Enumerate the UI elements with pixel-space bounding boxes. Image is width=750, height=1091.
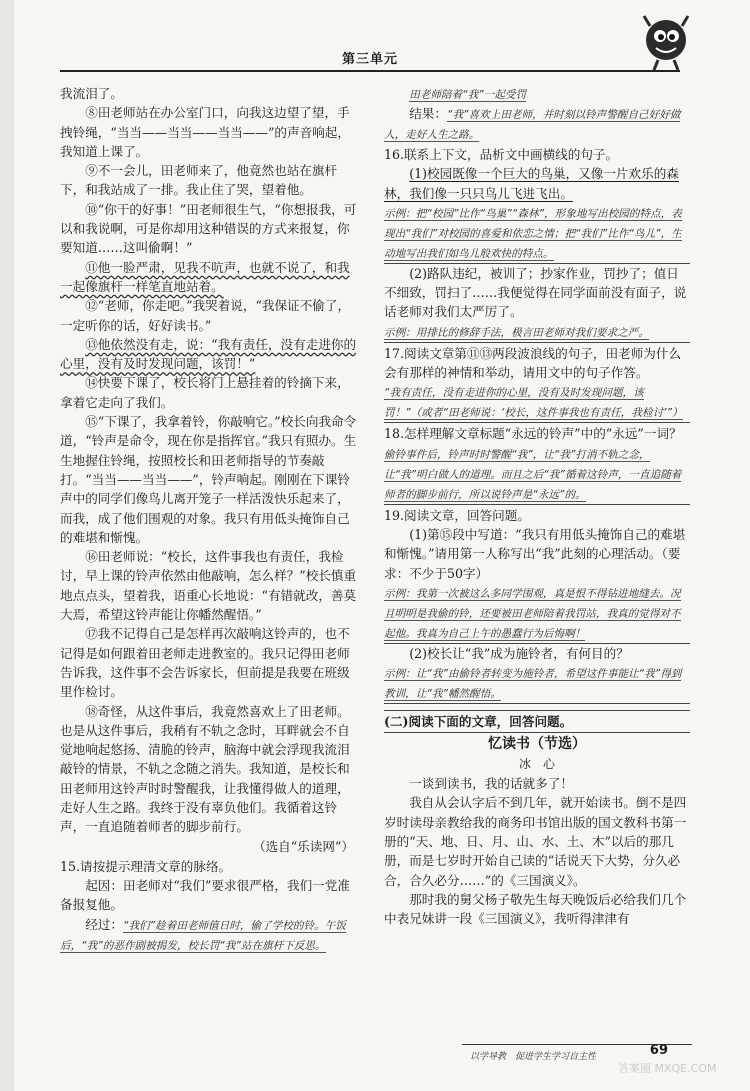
- q17-answer: “我有责任，没有走进你的心里，没有及时发现问题，该罚！”（或者“田老师说：‘校长，这件事我也有责任，我检讨’”）: [384, 387, 683, 420]
- q16-sentence-1: (1)校园既像一个巨大的鸟巢，又像一片欢乐的森林，我们像一只只鸟儿飞进飞出。: [384, 166, 679, 201]
- q15-passing-label: 经过：: [85, 916, 123, 932]
- right-column: [384, 84, 690, 928]
- article-para-2: 我自从会认字后不到几年，就开始读书。倒不是四岁时读母亲教给我的商务印书馆出版的国文教科书第一册的“天、地、日、月、山、水、土、木”以后的那几册，而是七岁时开始自己读的“话说天下大势，分久必合，合久必分……”的《三国演义》。: [384, 795, 687, 888]
- para-14: ⑭快要下课了，校长将门上悬挂着的铃摘下来，拿着它走向了我们。: [60, 375, 350, 410]
- question-15: 15.请按提示理清文章的脉络。: [60, 858, 232, 874]
- q15-start: 起因：田老师对“我们”要求很严格，我们一党准备报复他。: [60, 878, 350, 913]
- q19-sub-2: (2)校长让“我”成为施铃者，有何目的？: [409, 645, 629, 661]
- q16-answer-1: 示例：把“校园”比作“鸟巢”“森林”，形象地写出校园的特点，表现出“我们”对校园的喜爱和依恋之情；把“我们”比作“鸟儿”，生动地写出我们如鸟儿般欢快的特点。: [384, 207, 682, 260]
- page-edge: [0, 0, 14, 1091]
- q16-answer-2: 示例：用排比的修辞手法，极言田老师对我们要求之严。: [384, 326, 649, 339]
- q15-passing-cont: 田老师陪着“我”一起受罚: [409, 89, 527, 101]
- question-17: 17.阅读文章第⑪⑬两段波浪线的句子，田老师为什么会有那样的神情和举动，请用文中的句子作答。: [384, 345, 682, 381]
- q15-result-answer: “我”喜欢上田老师，并时刻以铃声警醒自己好好做人，走好人生之路。: [384, 109, 681, 141]
- q19-sub-1: (1)第⑮段中写道：“我只有用低头掩饰自己的难堪和惭愧。”请用第一人称写出“我”此刻的心理活动。（要求：不少于50字）: [384, 526, 686, 581]
- article-para-3: 那时我的舅父杨子敬先生每天晚饭后必给我们几个中表兄妹讲一段《三国演义》，我听得津津有: [384, 891, 687, 927]
- para-18: ⑱奇怪，从这件事后，我竟然喜欢上了田老师。也是从这件事后，我稍有不轨之念时，耳畔就会不自觉地响起悠扬、清脆的铃声，脑海中就会浮现我流泪敲铃的情景，不轨之念随之消失。我知道，是校长和田老师用这铃声时时警醒我，让我懂得做人的道理，走好人生之路。我终于没有辜负他们。我循着这铃声，一直追随着师者的脚步前行。: [60, 703, 350, 835]
- para-9: ⑨不一会儿，田老师来了，他竟然也站在旗杆下，和我站成了一排。我止住了哭，望着他。: [60, 163, 338, 198]
- para-13: ⑬他依然没有走，说：“我有责任，没有走进你的心里，没有及时发现问题，该罚！”: [60, 336, 357, 372]
- para-12: ⑫“老师，你走吧。”我哭着说，“我保证不偷了，一定听你的话，好好读书。”: [60, 298, 351, 333]
- mascot-icon: [636, 10, 696, 72]
- para-8: ⑧田老师站在办公室门口，向我这边望了望，手拽铃绳，“当当——当当——当当——”的声音响起，我知道上课了。: [60, 105, 350, 159]
- q18-answer: 偷铃事件后，铃声时时警醒“我”，让“我”打消不轨之念，让“我”明白做人的道理。而且之后“我”循着这铃声，一直追随着师者的脚步前行，所以说铃声是“永远”的。: [384, 448, 682, 501]
- section-heading: (二)阅读下面的文章，回答问题。: [384, 710, 690, 733]
- para-17: ⑰我不记得自己是怎样再次敲响这铃声的，也不记得是如何跟着田老师走进教室的。我只记得田老师告诉我，这件事不会告诉家长，但前提是我要在班级里作检讨。: [60, 626, 350, 700]
- q19-answer-2: 示例：让“我”由偷铃者转变为施铃者，希望这件事能让“我”得到教训，让“我”幡然醒悟。: [384, 668, 682, 701]
- page-header: [60, 44, 680, 72]
- watermark: 答案圈 MXQE.COM: [618, 1062, 717, 1075]
- question-18: 18.怎样理解文章标题“永远的铃声”中的“永远”一词？: [384, 426, 682, 442]
- left-column: [60, 84, 362, 955]
- q15-passing-answer: “我们”趁着田老师值日时，偷了学校的铃。午饭后，“我”的恶作剧被揭发，校长罚“我”站在旗杆下反思。: [60, 919, 346, 952]
- para-15: ⑮“下课了，我拿着铃，你敲响它。”校长向我命令道，“铃声是命令，现在你是指挥官。”我只有照办。生生地握住铃绳，按照校长和田老师指导的节奏敲打。“当当——当当——”，铃声响起。刚刚在下课铃声中的同学们像鸟儿离开笼子一样活泼快乐起来了，而我，成了他们围观的对象。我只有用低头掩饰自己的难堪和惭愧。: [60, 414, 357, 545]
- article-para-1: 一谈到读书，我的话就多了！: [409, 776, 573, 792]
- q19-answer-1: 示例：我第一次被这么多同学围观，真是恨不得钻进地缝去。况且明明是我偷的铃，还要被田老师陪着我罚站，我真的觉得对不起他。我真为自己上午的愚蠢行为后悔啊！: [384, 587, 681, 640]
- page-number: 69: [649, 1043, 668, 1058]
- para-0: 我流泪了。: [60, 86, 123, 101]
- question-16: 16.联系上下文，品析文中画横线的句子。: [384, 147, 619, 162]
- para-16: ⑯田老师说：“校长，这件事我也有责任，我检讨，早上课的铃声依然由他敲响，怎么样？”校长慎重地点点头，望着我，语重心长地说：“有错就改，善莫大焉，希望这铃声能让你幡然醒悟。”: [60, 549, 357, 623]
- article-title: 忆读书（节选）: [488, 736, 586, 753]
- article-author: 冰 心: [518, 756, 555, 771]
- source-note: （选自“乐读网”）: [252, 838, 354, 854]
- para-11: ⑪他一脸严肃，见我不吭声，也就不说了，和我一起像旗杆一样笔直地站着。: [60, 259, 350, 294]
- q16-sentence-2: (2)路队违纪，被训了；抄家作业，罚抄了；值日不细致，罚扫了……我便觉得在同学面前没有面子，说话老师对我们太严厉了。: [384, 265, 687, 320]
- unit-title: 第三单元: [341, 52, 398, 67]
- footer-slogan: 以学导教 促进学生学习自主性: [470, 1052, 597, 1062]
- q15-result-label: 结果：: [409, 106, 447, 121]
- question-19: 19.阅读文章，回答问题。: [384, 507, 530, 523]
- para-10: ⑩“你干的好事！”田老师很生气，“你想报我，可以和我说啊，可是你却用这种错误的方式来报复，你要知道……这叫偷啊！”: [60, 201, 357, 256]
